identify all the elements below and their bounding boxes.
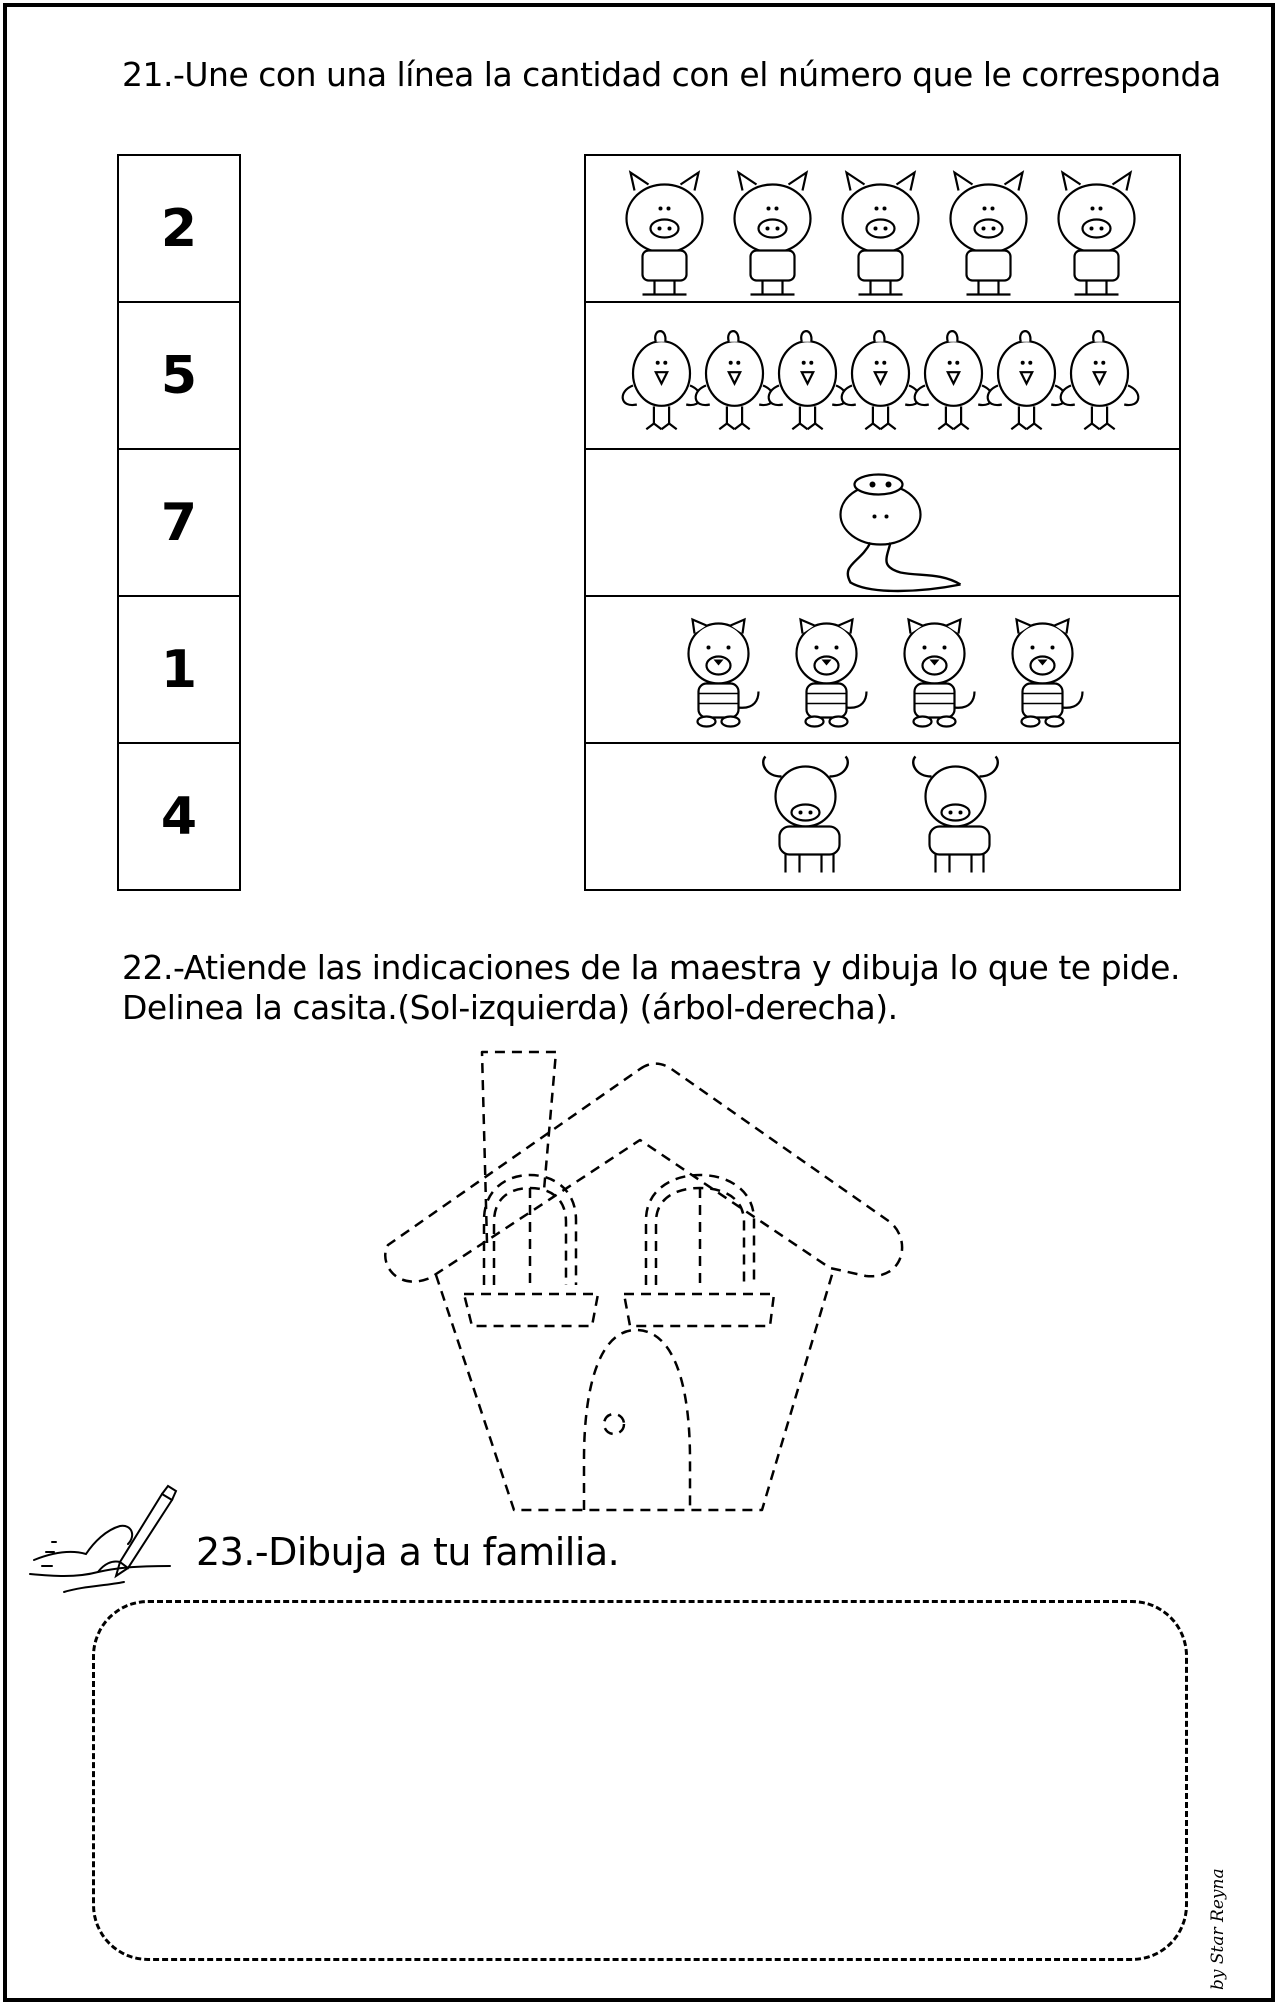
number-cell[interactable]: 2: [119, 156, 239, 303]
hand-pencil-icon: [24, 1482, 184, 1602]
chicken-icon: [915, 331, 993, 429]
section-21-title: 21.-Une con una línea la cantidad con el número que le corresponda: [122, 55, 1221, 94]
animal-row-tigers[interactable]: [586, 597, 1179, 744]
pig-icon: [627, 173, 703, 295]
animal-row-chickens[interactable]: [586, 303, 1179, 450]
chimney-outline: [482, 1052, 556, 1243]
chicken-icon: [1061, 331, 1139, 429]
bull-icon: [763, 757, 848, 873]
tiger-icon: [1013, 620, 1083, 727]
number-cell[interactable]: 7: [119, 450, 239, 597]
snake-icon: [841, 475, 961, 592]
wall-outline: [436, 1268, 834, 1510]
tiger-icon: [905, 620, 975, 727]
chicken-icon: [696, 331, 774, 429]
animal-column: [584, 154, 1181, 891]
chicken-icon: [623, 331, 701, 429]
number-cell[interactable]: 4: [160, 786, 198, 847]
pig-icon: [735, 173, 811, 295]
number-cell[interactable]: 1: [119, 597, 239, 744]
tiger-icon: [797, 620, 867, 727]
tiger-icon: [689, 620, 759, 727]
dashed-house-icon[interactable]: [360, 1040, 920, 1520]
chicken-icon: [842, 331, 920, 429]
number-column: [117, 154, 241, 891]
roof-outline: [385, 1064, 902, 1282]
section-22-subinstruction: Delinea la casita.(Sol-izquierda) (árbol-derecha).: [122, 988, 898, 1027]
chicken-icon: [769, 331, 847, 429]
author-credit: by Star Reyna: [1208, 1868, 1228, 1990]
family-drawing-area[interactable]: [92, 1600, 1188, 1961]
door-knob: [604, 1414, 624, 1434]
section-22-instruction: 22.-Atiende las indicaciones de la maestra y dibuja lo que te pide.: [122, 948, 1180, 987]
door-outline: [584, 1330, 690, 1510]
number-cell[interactable]: 5: [119, 303, 239, 450]
pig-icon: [951, 173, 1027, 295]
animal-row-pigs[interactable]: [586, 156, 1179, 303]
animal-row-bulls[interactable]: [586, 744, 1179, 889]
animal-row-snake[interactable]: [586, 450, 1179, 597]
section-23-title: 23.-Dibuja a tu familia.: [196, 1530, 620, 1574]
bull-icon: [913, 757, 998, 873]
pig-icon: [843, 173, 919, 295]
pig-icon: [1059, 173, 1135, 295]
chicken-icon: [988, 331, 1066, 429]
